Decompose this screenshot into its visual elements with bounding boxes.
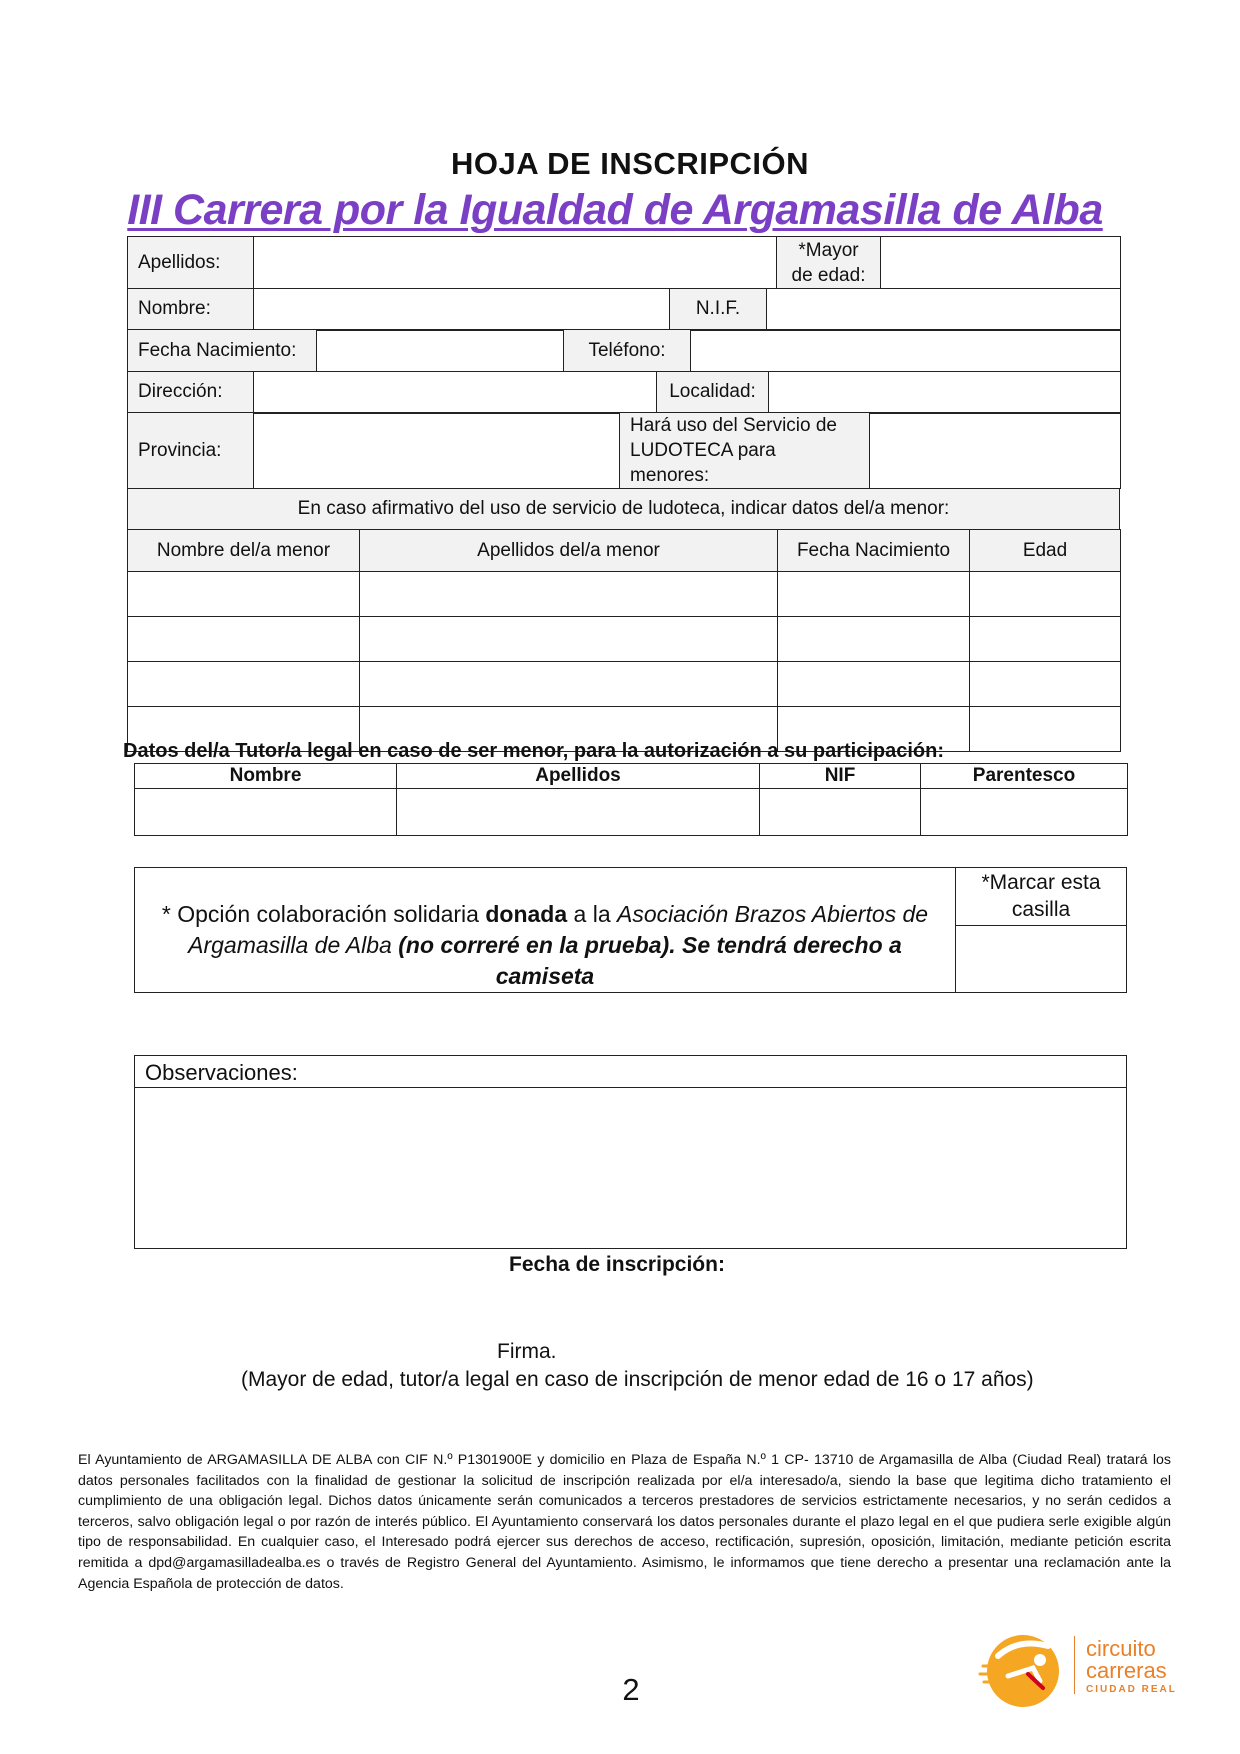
collab-mark-label: [955, 869, 1127, 923]
minor-name-cell[interactable]: [128, 617, 360, 662]
mayor-edad-line1: *Mayor: [798, 239, 859, 261]
table-row: [128, 572, 1121, 617]
logo-subtitle: CIUDAD REAL: [1086, 1684, 1177, 1695]
mayor-edad-field[interactable]: [881, 237, 1121, 289]
nombre-field[interactable]: [254, 288, 670, 330]
minor-surname-cell[interactable]: [360, 572, 778, 617]
row-provincia-ludoteca: [127, 412, 1121, 489]
logo-divider: [1074, 1636, 1075, 1694]
apellidos-label: Apellidos:: [128, 237, 254, 289]
minor-name-cell[interactable]: [128, 662, 360, 707]
logo-wordmark: [1086, 1638, 1167, 1682]
provincia-label: Provincia:: [128, 413, 254, 489]
minor-birthdate-cell[interactable]: [778, 662, 970, 707]
tutor-relationship-header: Parentesco: [921, 764, 1128, 789]
row-fecha-telefono: [127, 329, 1121, 372]
localidad-field[interactable]: [769, 371, 1121, 413]
page-number: 2: [622, 1672, 640, 1707]
minor-age-cell[interactable]: [970, 707, 1121, 752]
logo-line1: circuito: [1086, 1636, 1156, 1661]
row-apellidos: [127, 236, 1121, 289]
minor-age-header: Edad: [970, 530, 1121, 572]
fecha-inscripcion-label: Fecha de inscripción:: [509, 1253, 725, 1276]
registration-form: [127, 236, 1120, 752]
minors-table: [127, 529, 1121, 752]
apellidos-field[interactable]: [254, 237, 777, 289]
minor-birthdate-header: Fecha Nacimiento: [778, 530, 970, 572]
telefono-field[interactable]: [691, 330, 1121, 372]
tutor-nif-cell[interactable]: [760, 789, 921, 836]
collab-checkbox[interactable]: [955, 926, 1127, 992]
tutor-header-row: [135, 764, 1128, 789]
collab-part2: a la: [567, 901, 618, 927]
table-row: [128, 662, 1121, 707]
minor-name-cell[interactable]: [128, 572, 360, 617]
row-direccion-localidad: [127, 371, 1121, 414]
observaciones-field[interactable]: [136, 1089, 1125, 1247]
tutor-surname-cell[interactable]: [397, 789, 760, 836]
direccion-label: Dirección:: [128, 371, 254, 413]
collab-mark-line2: casilla: [1011, 898, 1071, 921]
minor-age-cell[interactable]: [970, 572, 1121, 617]
tutor-nif-header: NIF: [760, 764, 921, 789]
minor-birthdate-cell[interactable]: [778, 617, 970, 662]
collab-part1: * Opción colaboración solidaria: [161, 901, 486, 927]
collab-asociacion: Asociación Brazos Abiertos de Argamasilla de Alba: [188, 901, 929, 958]
direccion-field[interactable]: [254, 371, 657, 413]
tutor-name-header: Nombre: [135, 764, 397, 789]
nif-label: N.I.F.: [670, 288, 767, 330]
telefono-label: Teléfono:: [564, 330, 691, 372]
event-title: III Carrera por la Igualdad de Argamasilla de Alba: [127, 186, 1103, 234]
tutor-surname-header: Apellidos: [397, 764, 760, 789]
minor-age-cell[interactable]: [970, 617, 1121, 662]
minor-surname-cell[interactable]: [360, 617, 778, 662]
tutor-relationship-cell[interactable]: [921, 789, 1128, 836]
collab-text: [140, 899, 950, 992]
ludoteca-line1: Hará uso del Servicio de: [630, 415, 837, 436]
nombre-label: Nombre:: [128, 288, 254, 330]
ludoteca-label: [620, 413, 870, 489]
ludoteca-line2: LUDOTECA para menores:: [630, 440, 776, 486]
minors-header-row: [128, 530, 1121, 572]
collab-part3: (no correré en la prueba). Se tendrá derecho a camiseta: [391, 932, 902, 989]
minor-surname-header: Apellidos del/a menor: [360, 530, 778, 572]
tutor-table: [134, 763, 1128, 836]
localidad-label: Localidad:: [657, 371, 769, 413]
tutor-section-title: Datos del/a Tutor/a legal en caso de ser menor, para la autorización a su participación:: [123, 740, 944, 762]
minor-surname-cell[interactable]: [360, 662, 778, 707]
observaciones-label: Observaciones:: [145, 1060, 298, 1085]
mayor-edad-line2: de edad:: [791, 264, 866, 286]
fecha-nacimiento-field[interactable]: [317, 330, 564, 372]
minor-age-cell[interactable]: [970, 662, 1121, 707]
page-title: HOJA DE INSCRIPCIÓN: [450, 146, 809, 181]
row-nombre: [127, 288, 1121, 331]
runner-logo-icon: [978, 1626, 1078, 1708]
firma-label: Firma.: [497, 1340, 557, 1363]
ludoteca-note: En caso afirmativo del uso de servicio de ludoteca, indicar datos del/a menor:: [128, 488, 1120, 530]
table-row: [135, 789, 1128, 836]
legal-notice: El Ayuntamiento de ARGAMASILLA DE ALBA con CIF N.º P1301900E y domicilio en Plaza de España N.º 1 CP- 13710 de Argamasilla de Alba (Ciudad Real) tratará los datos personales facilitados con la finalidad de gestionar la solicitud de inscripción realizada por el/a interesado/a, siendo la base que legitima dicho tratamiento el cumplimiento de una obligación legal. Dichos datos únicamente serán comunicados a terceros prestadores de servicios estrictamente necesarios, y no serán cedidos a terceros, salvo obligación legal o por razón de interés público. El Ayuntamiento conservará los datos personales durante el plazo legal en el que pudiera serle exigible algún tipo de responsabilidad. En cualquier caso, el Interesado podrá ejercer sus derechos de acceso, rectificación, supresión, oposición, limitación, mediante petición escrita remitida a dpd@argamasilladealba.es o través de Registro General del Ayuntamiento. Asimismo, le informamos que tiene derecho a presentar una reclamación ante la Agencia Española de protección de datos.: [78, 1452, 1171, 1592]
minor-name-header: Nombre del/a menor: [128, 530, 360, 572]
table-row: [128, 617, 1121, 662]
firma-note: (Mayor de edad, tutor/a legal en caso de inscripción de menor edad de 16 o 17 años): [241, 1368, 1034, 1391]
row-ludoteca-note: [127, 488, 1120, 531]
provincia-field[interactable]: [254, 413, 620, 489]
fecha-nacimiento-label: Fecha Nacimiento:: [128, 330, 317, 372]
observaciones-divider: [134, 1087, 1127, 1088]
nif-field[interactable]: [767, 288, 1121, 330]
minor-birthdate-cell[interactable]: [778, 572, 970, 617]
mayor-edad-label: [777, 237, 881, 289]
collab-mark-line1: *Marcar esta: [981, 871, 1101, 894]
tutor-name-cell[interactable]: [135, 789, 397, 836]
collab-donada: donada: [485, 901, 568, 927]
logo-line2: carreras: [1086, 1658, 1167, 1683]
ludoteca-field[interactable]: [870, 413, 1121, 489]
